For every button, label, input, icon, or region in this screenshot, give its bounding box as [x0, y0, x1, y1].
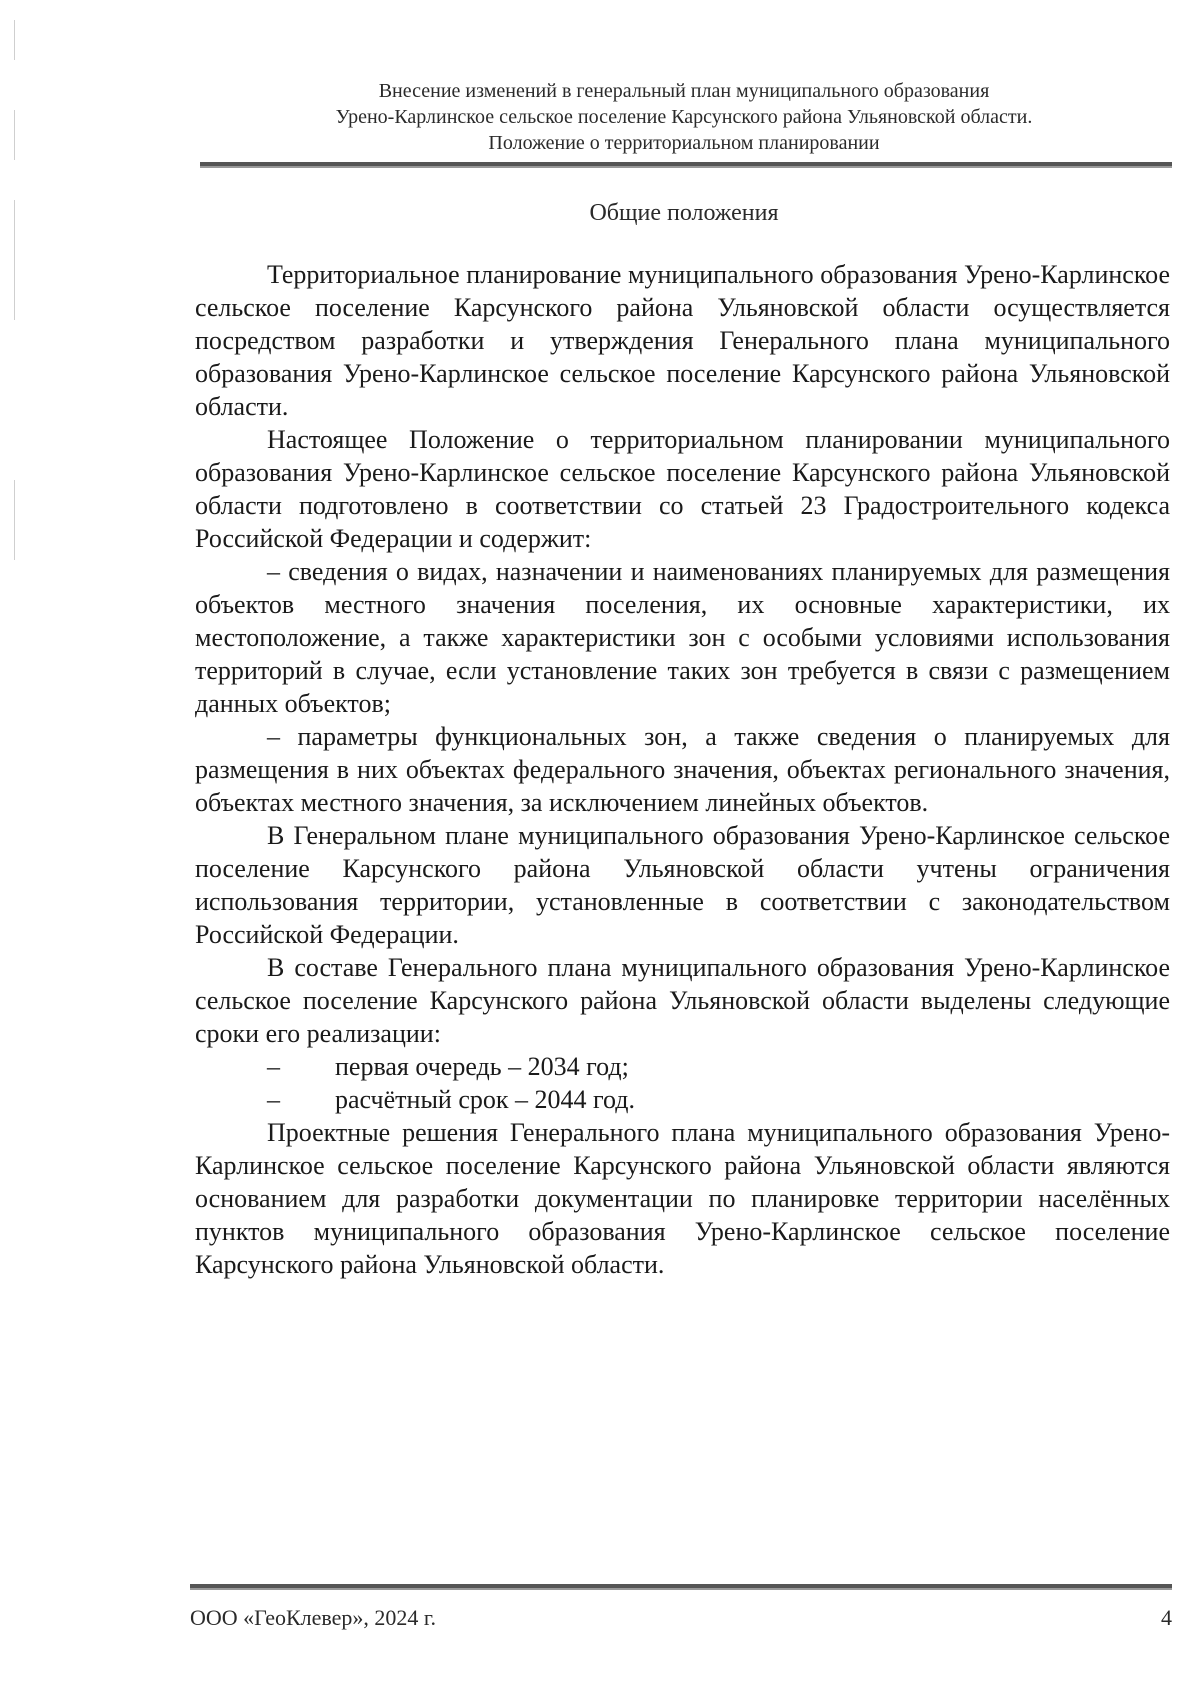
scan-artifact — [14, 200, 15, 320]
paragraph-intro: Территориальное планирование муниципального образования Урено-Карлинское сельское поселение Карсунского района Ульяновской области осуществляется посредством разработки и утверждения Генерального плана муниципального образования Урено-Карлинское сельское поселение Карсунского района Ульяновской области. — [195, 260, 1170, 421]
term-item — [195, 1083, 1170, 1116]
header-line-2: Урено-Карлинское сельское поселение Карсунского района Ульяновской области. — [335, 106, 1033, 128]
scan-artifact — [14, 480, 15, 560]
running-footer — [190, 1604, 1172, 1632]
header-line-1: Внесение изменений в генеральный план муниципального образования — [378, 80, 990, 102]
paragraph-final: Проектные решения Генерального плана муниципального образования Урено-Карлинское сельское поселение Карсунского района Ульяновской области являются основанием для разработки документации по планировке территории населённых пунктов муниципального образования Урено-Карлинское сельское поселение Карсунского района Ульяновской области. — [195, 1118, 1170, 1279]
paragraph-restrictions: В Генеральном плане муниципального образования Урено-Карлинское сельское поселение Карсунского района Ульяновской области учтены ограничения использования территории, установленные в соответствии с законодательством Российской Федерации. — [195, 821, 1170, 949]
scan-artifact — [14, 110, 15, 160]
term-text: расчётный срок – 2044 год. — [335, 1085, 636, 1114]
section-title: Общие положения — [589, 200, 779, 226]
scan-artifact — [14, 20, 15, 60]
term-dash: – — [267, 1052, 280, 1081]
header-divider — [200, 162, 1172, 168]
paragraph-terms-intro: В составе Генерального плана муниципального образования Урено-Карлинское сельское поселение Карсунского района Ульяновской области выделены следующие сроки его реализации: — [195, 953, 1170, 1048]
page-number: 4 — [1161, 1605, 1172, 1630]
header-line-3: Положение о территориальном планировании — [488, 132, 880, 154]
running-header — [198, 78, 1170, 156]
paragraph-bullet-zones: – параметры функциональных зон, а также сведения о планируемых для размещения в них объектах федерального значения, объектах регионального значения, объектах местного значения, за исключением линейных объектов. — [195, 722, 1170, 817]
paragraph-bullet-objects: – сведения о видах, назначении и наименованиях планируемых для размещения объектов местного значения поселения, их основные характеристики, их местоположение, а также характеристики зон с особыми условиями использования территорий в случае, если установление таких зон требуется в связи с размещением данных объектов; — [195, 557, 1170, 718]
term-text: первая очередь – 2034 год; — [335, 1052, 629, 1081]
term-dash: – — [267, 1085, 280, 1114]
document-body — [195, 258, 1170, 1281]
footer-divider — [190, 1584, 1172, 1590]
term-item — [195, 1050, 1170, 1083]
footer-company: ООО «ГеоКлевер», 2024 г. — [190, 1605, 436, 1630]
paragraph-content: Настоящее Положение о территориальном планировании муниципального образования Урено-Карлинское сельское поселение Карсунского района Ульяновской области подготовлено в соответствии со статьей 23 Градостроительного кодекса Российской Федерации и содержит: — [195, 425, 1170, 553]
